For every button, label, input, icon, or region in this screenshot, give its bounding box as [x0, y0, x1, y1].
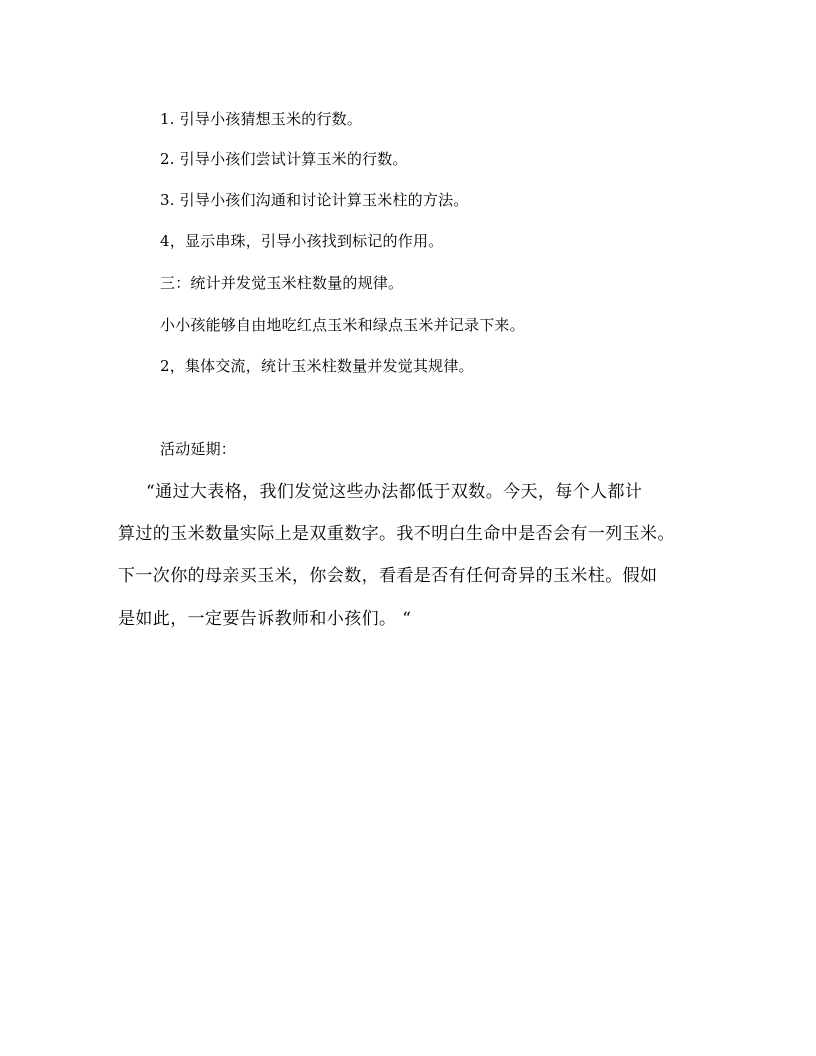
section-three-item: 2，集体交流，统计玉米柱数量并发觉其规律。	[160, 357, 474, 375]
extension-heading: 活动延期：	[160, 440, 237, 458]
extension-paragraph-line: 是如此，一定要告诉教师和小孩们。 “	[118, 609, 412, 629]
step-4: 4，显示串珠，引导小孩找到标记的作用。	[160, 232, 444, 250]
section-three-item: 小小孩能够自由地吃红点玉米和绿点玉米并记录下来。	[160, 316, 525, 334]
extension-paragraph-line: 下一次你的母亲买玉米，你会数，看看是否有任何奇异的玉米柱。假如	[118, 566, 658, 586]
step-2: 2. 引导小孩们尝试计算玉米的行数。	[160, 150, 408, 168]
section-three-heading: 三：统计并发觉玉米柱数量的规律。	[160, 274, 404, 292]
extension-paragraph-line: “通过大表格，我们发觉这些办法都低于双数。今天，每个人都计	[146, 482, 643, 502]
extension-paragraph-line: 算过的玉米数量实际上是双重数字。我不明白生命中是否会有一列玉米。	[118, 524, 675, 544]
step-3: 3. 引导小孩们沟通和讨论计算玉米柱的方法。	[160, 191, 469, 209]
step-1: 1. 引导小孩猜想玉米的行数。	[160, 110, 363, 128]
